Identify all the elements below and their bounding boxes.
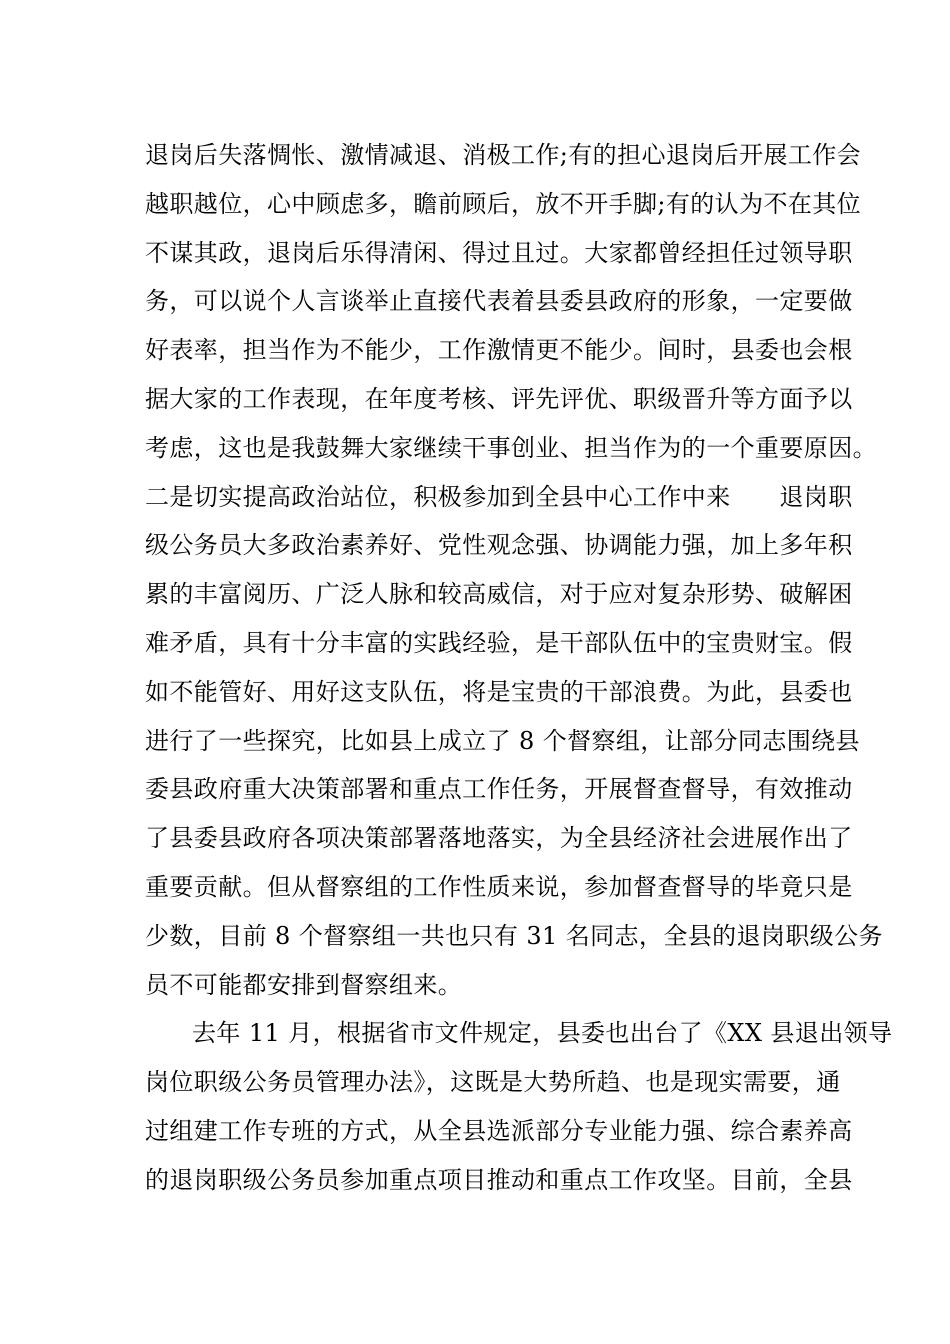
text-line: 越职越位，心中顾虑多，瞻前顾后，放不开手脚;有的认为不在其位: [145, 189, 862, 218]
text-line: 重要贡献。但从督察组的工作性质来说，参加督查督导的毕竟只是: [145, 872, 853, 901]
text-line: 累的丰富阅历、广泛人脉和较高威信，对于应对复杂形势、破解困: [145, 580, 853, 609]
text-line: 考虑，这也是我鼓舞大家继续干事创业、担当作为的一个重要原因。: [145, 433, 877, 462]
text-line: 进行了一些探究，比如县上成立了 8 个督察组，让部分同志围绕县: [145, 726, 860, 755]
body-text: [145, 131, 893, 1205]
text-line: 的退岗职级公务员参加重点项目推动和重点工作攻坚。目前，全县: [145, 1165, 853, 1194]
text-line: 少数，目前 8 个督察组一共也只有 31 名同志，全县的退岗职级公务: [145, 921, 883, 950]
text-line: 不谋其政，退岗后乐得清闲、得过且过。大家都曾经担任过领导职: [145, 238, 853, 267]
text-line: 岗位职级公务员管理办法》，这既是大势所趋、也是现实需要，通: [145, 1068, 841, 1097]
text-line: 据大家的工作表现，在年度考核、评先评优、职级晋升等方面予以: [145, 384, 853, 413]
text-line: 了县委县政府各项决策部署落地落实，为全县经济社会进展作出了: [145, 824, 853, 853]
text-line: 好表率，担当作为不能少，工作激情更不能少。间时，县委也会根: [145, 336, 853, 365]
text-line: 如不能管好、用好这支队伍，将是宝贵的干部浪费。为此，县委也: [145, 677, 853, 706]
paragraph-start-line: 去年 11 月，根据省市文件规定，县委也出台了《XX 县退出领导: [192, 1019, 893, 1048]
text-line: 过组建工作专班的方式，从全县选派部分专业能力强、综合素养高: [145, 1116, 853, 1145]
text-line: 委县政府重大决策部署和重点工作任务，开展督查督导，有效推动: [145, 775, 853, 804]
text-line: 级公务员大多政治素养好、党性观念强、协调能力强，加上多年积: [145, 531, 853, 560]
text-line: 务，可以说个人言谈举止直接代表着县委县政府的形象，一定要做: [145, 287, 853, 316]
text-line: 员不可能都安排到督察组来。: [145, 970, 463, 999]
text-line: 难矛盾，具有十分丰富的实践经验，是干部队伍中的宝贵财宝。假: [145, 628, 853, 657]
text-line: 退岗后失落惆怅、激情减退、消极工作;有的担心退岗后开展工作会: [145, 141, 862, 169]
section-heading-line: 二是切实提高政治站位，积极参加到全县中心工作中来 退岗职: [145, 482, 853, 511]
